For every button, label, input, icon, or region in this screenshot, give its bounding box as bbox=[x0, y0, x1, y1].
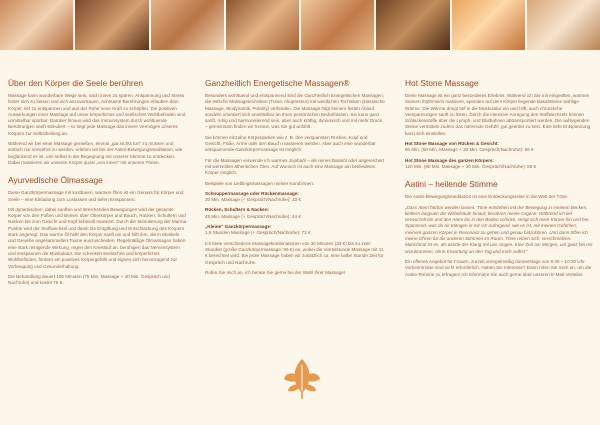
offer-title: Hot Stone Massage von Rücken & Gesicht: bbox=[405, 141, 499, 147]
stone-photo bbox=[75, 0, 148, 50]
quote-paragraph: „Dass Atem hörbar werden lassen. Töne entstehen mit der Bewegung in meinem Becken, klettern langsam die Wirbelsäule hinauf, berühren meine Organe. Während ich tief verwurzelt bin und den Atem bis in den Boden schicke, steigt sich mein Körper hin und her. Spannend, was da an Klängen in mir ist! Aufregend, wie es ist, mit meinen Gefühlen, meinem ganzen Körper in Resonanz zu gehen und genau hinzuhören. Und dann öffne ich meine Ohren für die anderen Stimmen im Raum. Töne reiben sich, verschmelzen. Manchmal ist es, als würde der Klang mit uns singen. Eine Zeit am Morgen, um ganz bei mir anzukommen, ohne Erwartung an den Tag und mich selbst.“ bbox=[405, 204, 593, 254]
treatment-photo bbox=[376, 0, 449, 50]
section-title-energetic-massage: Ganzheitlich Energetische Massagen® bbox=[205, 78, 350, 88]
offer-title: Hot Stone Massage des ganzen Körpers: bbox=[405, 157, 495, 163]
paragraph: Diese Massage ist ein ganz besonderes Erlebnis. Während ich Sie mit eingeölten, warmen Steinen rhythmisch massiere, spenden auf dem Körper liegende Basaltsteine wohlige Wärme. Die Wärme dringt tief in die Muskulatur ein und hilft, auch chronische Verspannungen sanft zu lösen. Durch die intensive Anregung des Stoffwechsels können Schlackenstoffe über die Lymph- und Blutbahnen abtransportiert werden. Die aufliegenden Steine vermitteln zudem das nährende Gefühl, gut geerdet zu sein. Eine tiefe Entspannung kann sich einstellen. bbox=[405, 93, 591, 136]
hands-photo bbox=[301, 0, 374, 50]
offer-price: 90 Min. (60 Min. Massage + 30 Min. Gespräch/Nachruhe): 69 € bbox=[405, 147, 534, 153]
section-title-hot-stone: Hot Stone Massage bbox=[405, 78, 479, 88]
offer-title: Rücken, Schultern & Nacken: bbox=[205, 207, 270, 213]
paragraph: Diese Ganzkörpermassage mit kostbaren, warmen Ölen ist ein Genuss für Körper und Seele – eine Einladung zum Loslassen und tiefen Entspannen. bbox=[8, 190, 184, 202]
column-right bbox=[405, 78, 593, 282]
paragraph: Beispiele von Lieblingsmassagen meiner Kund:innen: bbox=[205, 180, 315, 186]
photo-strip bbox=[0, 0, 600, 50]
offer-price: 30 Min. Massage (+ Gespräch/Nachruhe): 33 € bbox=[205, 197, 301, 203]
paragraph: Für die Massagen verwende ich warmes Jojobaöl – als reines Basisöl oder angereichert mit wertvollen ätherischen Ölen. Auf Wunsch ist auch eine Massage am bekleideten Körper möglich. bbox=[205, 157, 384, 176]
offer-title: Schnuppermassage oder Rückenmassage: bbox=[205, 190, 299, 196]
paragraph: Besonders wohltuend und entspannend sind die Ganzheitlich Energetischen Massagen, die östliche Massagetechniken (Tuina, Akupressur) mit westlichen Techniken (klassische Massage, Biodynamik, Polarity) verbinden. Die Massage folgt keinem festen Ablauf, sondern orientiert sich unmittelbar an Ihren persönlichen Bedürfnissen. Sie kann ganz sanft, ruhig und harmonisierend sein, aber auch kräftig, dynamisch und mit mehr Druck – gemeinsam finden wir heraus, was Sie gut anfühlt. bbox=[205, 93, 385, 130]
price-paragraph: Die Behandlung dauert 105 Minuten (75 Min. Massage + 30 Min. Gespräch und Nachruhe) und kostet 75 €. bbox=[8, 273, 170, 286]
paragraph: Die Aatini-Bewegungsmeditation ist eine Entdeckungsreise in die Welt der Töne. bbox=[405, 194, 569, 200]
paragraph: Während wir bei einer Massage genießen, einmal „gar nichts tun“ zu müssen und einfach nur verwöhnt zu werden, erleben wir bei der Aatini-Bewegungsmeditation, wie beglückend es ist, uns selbst in der Begegnung mit unserer Stimme zu entdecken. Dabei massieren wir unseren Körper quasi „von innen“ mit unseren Tönen. bbox=[8, 141, 183, 165]
paragraph: Massage kann wunderbare Wege sein, nach innen zu spüren, Anspannung und Stress hinter sich zu lassen und sich anzuvertrauen. Achtsame Berührungen erlauben dem Körper, tief zu entspannen und aus der Ruhe neue Kraft zu schöpfen. Die positiven Auswirkungen einer Massage auf unser körperliches und seelisches Wohlbefinden sind unmittelbar spürbar. Darüber hinaus wird das Immunsystem durch wohltuende Berührungen sanft stimuliert – so tiegt jede Massage das innere Vermögen unseres Körpers zur Selbstheilung an. bbox=[8, 93, 186, 136]
offer-title: „Kleine“ Ganzkörpermassage: bbox=[205, 224, 272, 230]
paragraph: Ein offenes Angebot für Frauen, zurzeit unregelmäßig donnerstags von 9.30 – 10.30 Uhr. Vorkenntnisse sind nicht erforderlich. Haben Sie Interesse? Dann rufen Sie mich an, um die Aatini-Termine zu erfragen! Ich informiere Sie auch gerne über unseren E-Mail-Verteiler. bbox=[405, 258, 592, 277]
leaf-logo-icon bbox=[282, 355, 322, 400]
paragraph: Ich biete verschiedene Massagekombinationen von 30 Minuten (33 €) bis zu zwei Stunden (große Ganzkörpermassage: 99 €) an, wobei die Viertelstunde Massage mit 11 € berechnet wird. Bei jeder Massage haben wir zusätzlich ca. eine halbe Stunde Zeit für Gespräch und Nachruhe. bbox=[205, 240, 384, 265]
offer-price: 1,5 Stunden Massage (+ Gespräch/Nachruhe): 72 € bbox=[205, 230, 311, 236]
oil-photo bbox=[226, 0, 299, 50]
column-middle bbox=[205, 78, 385, 280]
section-title-ayurveda: Ayurvedische Ölmassage bbox=[8, 175, 103, 186]
candle-photo bbox=[452, 0, 525, 50]
portrait-photo bbox=[527, 0, 600, 50]
offer-price: 45 Min. Massage (+ Gespräch/Nachruhe): 44 € bbox=[205, 213, 301, 219]
paragraph: Mit dynamischen, dabei sanften und streichenden Bewegungen wird der gesamte Körper von den Füßen und Beinen über Oberkörper und Bauch, Rücken, Schultern und Nacken bis zum Gesicht und Kopf liebevoll massiert. Durch die Stimulierung der Marma-Punkte wird der Stoffwechsel und damit die Entgiftung und Entschlackung des Körpers stark angeregt. Das warme Öl hüllt den Körper sanft ein und hilft ihm, die in Muskeln und Gewebe angesammelten Toxine auszuscheiden. Regelmäßige Ölmassagen haben eine stark reinigende Wirkung, regen den Kreislauf an, beruhigen das Nervensystem und entspannen die Muskulatur. Sie schenken seelisches und körperliches Wohlbefinden, fördern ein positives Körpergefühl und eignen sich hervorragend zur Vorbeugung und Gesunderhaltung. bbox=[8, 206, 188, 269]
section-title-aatini: Aatini – heilende Stimme bbox=[405, 179, 498, 190]
body-photo bbox=[151, 0, 224, 50]
massage-photo bbox=[0, 0, 73, 50]
paragraph: Sie können einzelne Körperpartien wie z. B. den verspannten Rücken, Kopf und Gesicht, Füße, Arme oder den Bauch massieren werden. Aber auch eine wunderbar entspannende Ganzkörpermassage ist möglich. bbox=[205, 134, 376, 153]
offer-price: 120 Min. (90 Min. Massage + 30 Min. Gespräch/Nachruhe): 89 € bbox=[405, 163, 537, 169]
column-left bbox=[8, 78, 188, 290]
section-title-body-soul: Über den Körper die Seele berühren bbox=[8, 78, 144, 88]
paragraph: Rufen Sie mich an, ich berate Sie gerne bei der Wahl Ihrer Massage! bbox=[205, 269, 346, 275]
